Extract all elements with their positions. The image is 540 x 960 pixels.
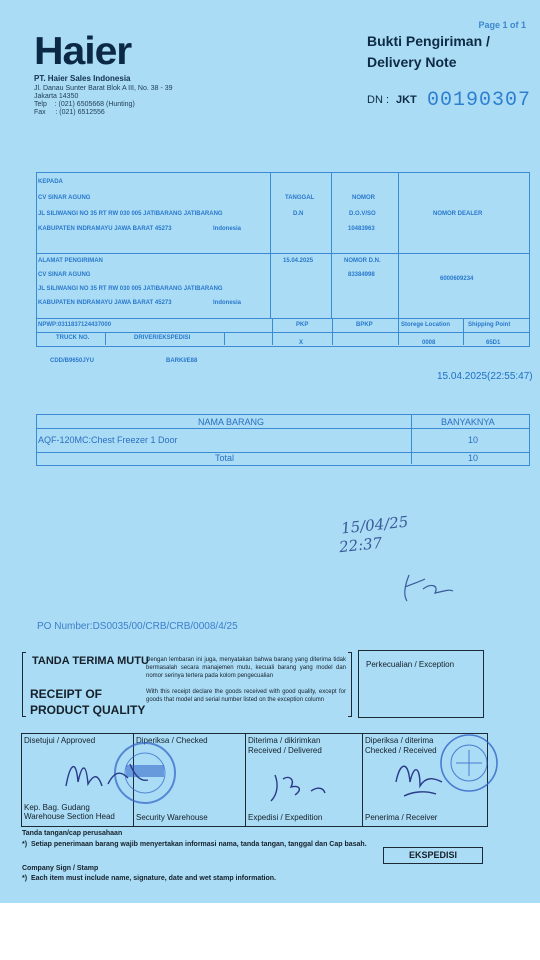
address-line: Jl. Danau Sunter Barat Blok A III, No. 38 - 39 — [34, 85, 173, 92]
shipping-name: CV SINAR AGUNG — [38, 272, 91, 278]
address-line: Jakarta 14350 — [34, 93, 79, 100]
sig-warehouse-head: Kep. Bag. Gudang Warehouse Section Head — [24, 803, 115, 821]
shipping-label: ALAMAT PENGIRIMAN — [38, 258, 103, 264]
dealer-value: 6000609234 — [440, 276, 474, 282]
handwritten-signature — [395, 565, 455, 610]
total-value: 10 — [468, 453, 479, 463]
dn-prefix: JKT — [396, 94, 417, 106]
dealer-label: NOMOR DEALER — [433, 211, 483, 217]
sig-expedition: Expedisi / Expedition — [248, 813, 323, 822]
sig-receiver: Penerima / Receiver — [365, 813, 438, 822]
fax-line: Fax : (021) 6512556 — [34, 109, 105, 116]
exception-label: Perkecualian / Exception — [366, 660, 455, 669]
tanggal-value: D.N — [293, 211, 304, 217]
po-number: PO Number:DS0035/00/CRB/CRB/0008/4/25 — [37, 621, 238, 632]
document-subtitle: Delivery Note — [367, 54, 457, 70]
truck-label: TRUCK NO. — [56, 335, 90, 341]
footer-company-sign-id: Tanda tangan/cap perusahaan — [22, 830, 123, 837]
quality-text-en: With this receipt declare the goods received with good quality, except for goods that model and serial number listed on the exception column — [146, 689, 346, 703]
document-title: Bukti Pengiriman / — [367, 33, 490, 49]
quality-text-id: Dengan lembaran ini juga, menyatakan bahwa barang yang diterima tidak bermasalah secara manajemen mutu, kecuali barang yang model dan nomor serinya tertera pada kolom pengecualian — [146, 657, 346, 679]
storage-label: Storege Location — [401, 322, 451, 328]
expedition-signature — [265, 765, 360, 810]
dn-label: DN : — [367, 94, 389, 106]
nomor-sub: D.O.V/SO — [349, 211, 376, 217]
shipping-date: 15.04.2025 — [283, 258, 314, 264]
truck-value: CDD/B9650JYU — [50, 358, 95, 364]
shipping-address: JL SILIWANGI NO 35 RT RW 030 005 JATIBARANG JATIBARANG — [38, 286, 223, 292]
shipping-address: KABUPATEN INDRAMAYU JAWA BARAT 45273 — [38, 300, 172, 306]
item-qty: 10 — [468, 435, 479, 445]
recipient-name: CV SINAR AGUNG — [38, 195, 91, 201]
shipping-country: Indonesia — [213, 300, 242, 306]
bpkp-label: BPKP — [356, 322, 373, 328]
sig-checked-label: Diperiksa / Checked — [136, 736, 208, 745]
recipient-country: Indonesia — [213, 226, 242, 232]
handwritten-time: 22:37 — [338, 533, 384, 557]
recipient-address: JL SILIWANGI NO 35 RT RW 030 005 JATIBARANG JATIBARANG — [38, 211, 223, 217]
col-name-header: NAMA BARANG — [198, 417, 265, 427]
driver-value: BARKI/E88 — [166, 358, 198, 364]
storage-value: 0008 — [422, 340, 436, 346]
nomor-label: NOMOR — [352, 195, 375, 201]
cv-sinar-agung-stamp — [438, 732, 500, 794]
dn-number: 00190307 — [427, 89, 532, 112]
shipping-point-label: Shipping Point — [468, 322, 511, 328]
shipping-point-value: 65D1 — [486, 340, 501, 346]
print-timestamp: 15.04.2025(22:55:47) — [437, 371, 533, 382]
footer-note-id: *) Setiap penerimaan barang wajib menyertakan informasi nama, tanda tangan, tanggal dan Cap basah. — [22, 841, 367, 848]
pkp-value: X — [299, 340, 304, 346]
nomor-value: 10483963 — [348, 226, 375, 232]
sig-approved-label: Disetujui / Approved — [24, 736, 96, 745]
haier-logo: Haier — [34, 30, 132, 73]
npwp: NPWP:0311837124437000 — [38, 322, 112, 328]
item-name: AQF-120MC:Chest Freezer 1 Door — [38, 435, 178, 445]
total-label: Total — [215, 453, 235, 463]
phone-line: Telp : (021) 6505668 (Hunting) — [34, 101, 135, 108]
sig-received-label: Diperiksa / diterima Checked / Received — [365, 736, 437, 755]
tanggal-label: TANGGAL — [285, 195, 315, 201]
footer-note-en: *) Each item must include name, signature, date and wet stamp information. — [22, 875, 276, 882]
handwritten-date: 15/04/25 — [340, 512, 410, 538]
page-indicator: Page 1 of 1 — [478, 20, 526, 30]
recipient-address: KABUPATEN INDRAMAYU JAWA BARAT 45273 — [38, 226, 172, 232]
shipping-dn-value: 83384998 — [348, 272, 375, 278]
sig-delivered-label: Diterima / dikirimkan Received / Delivered — [248, 736, 322, 755]
quality-title-en: RECEIPT OF PRODUCT QUALITY — [30, 687, 146, 717]
driver-label: DRIVER/EKSPEDISI — [134, 335, 191, 341]
approved-signature — [58, 744, 158, 804]
shipping-dn-label: NOMOR D.N. — [344, 258, 381, 264]
footer-company-sign-en: Company Sign / Stamp — [22, 865, 99, 872]
ekspedisi-copy-label: EKSPEDISI — [383, 847, 483, 864]
quality-title-id: TANDA TERIMA MUTU — [32, 655, 149, 667]
sig-security: Security Warehouse — [136, 813, 208, 822]
pkp-label: PKP — [296, 322, 309, 328]
company-name: PT. Haier Sales Indonesia — [34, 74, 131, 83]
col-qty-header: BANYAKNYA — [441, 417, 495, 427]
kepada-label: KEPADA — [38, 179, 63, 185]
